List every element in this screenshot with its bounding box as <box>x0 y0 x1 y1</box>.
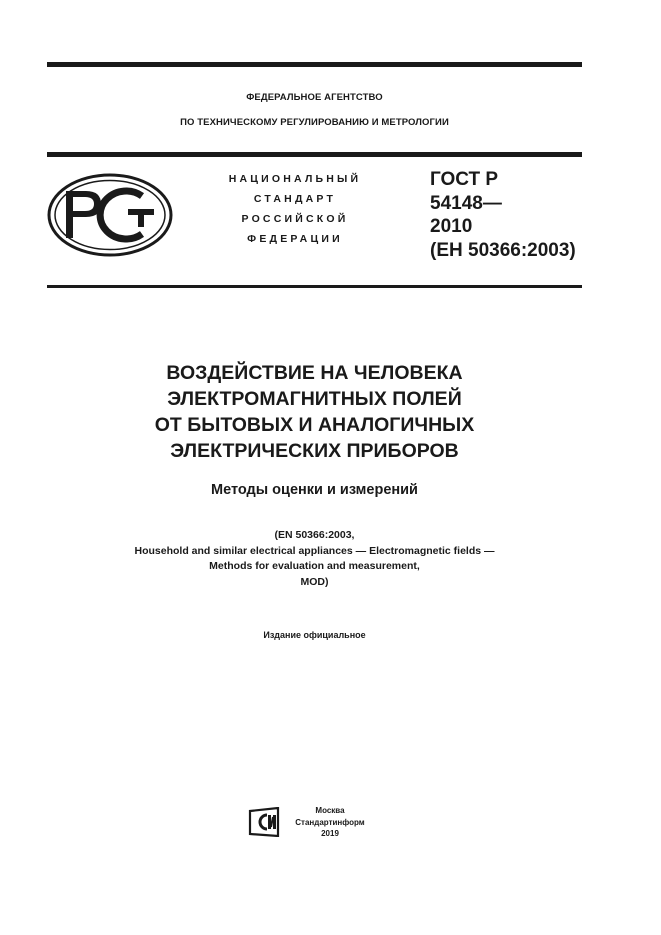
designation-line-2: 54148— <box>430 192 502 214</box>
reference-line-2: Household and similar electrical appliances — Electromagnetic fields — <box>134 544 495 557</box>
publisher-name: Стандартинформ <box>295 817 365 827</box>
middle-divider <box>47 152 582 157</box>
standard-designation <box>430 168 576 262</box>
document-subtitle: Методы оценки и измерений <box>211 482 418 498</box>
edition-label: Издание официальное <box>263 630 366 640</box>
designation-line-3: 2010 <box>430 216 473 237</box>
publisher-city: Москва <box>315 806 345 815</box>
agency-line-1: ФЕДЕРАЛЬНОЕ АГЕНТСТВО <box>246 92 383 103</box>
bottom-divider <box>47 285 582 288</box>
national-standard-line-3: РОССИЙСКОЙ <box>241 213 349 225</box>
national-standard-line-2: СТАНДАРТ <box>253 193 337 205</box>
en-reference <box>47 528 582 590</box>
reference-line-4: MOD) <box>300 575 329 588</box>
document-title <box>47 360 582 464</box>
publisher-info <box>290 805 370 840</box>
national-standard-line-1: НАЦИОНАЛЬНЫЙ <box>228 173 362 185</box>
designation-line-1: ГОСТ Р <box>430 169 499 190</box>
title-line-3: ОТ БЫТОВЫХ И АНАЛОГИЧНЫХ <box>154 414 475 436</box>
title-line-4: ЭЛЕКТРИЧЕСКИХ ПРИБОРОВ <box>170 440 459 462</box>
national-standard-line-4: ФЕДЕРАЦИИ <box>247 233 343 245</box>
reference-line-3: Methods for evaluation and measurement, <box>209 560 420 572</box>
title-line-1: ВОЗДЕЙСТВИЕ НА ЧЕЛОВЕКА <box>166 362 463 384</box>
standartinform-logo-icon <box>247 807 281 837</box>
reference-line-1: (EN 50366:2003, <box>274 529 355 541</box>
publisher-year: 2019 <box>321 829 339 838</box>
designation-line-4: (ЕН 50366:2003) <box>430 239 576 261</box>
title-line-2: ЭЛЕКТРОМАГНИТНЫХ ПОЛЕЙ <box>167 388 462 410</box>
agency-line-2: ПО ТЕХНИЧЕСКОМУ РЕГУЛИРОВАНИЮ И МЕТРОЛОГИИ <box>180 117 449 128</box>
top-divider <box>47 62 582 67</box>
rst-certification-mark-icon <box>46 172 174 258</box>
